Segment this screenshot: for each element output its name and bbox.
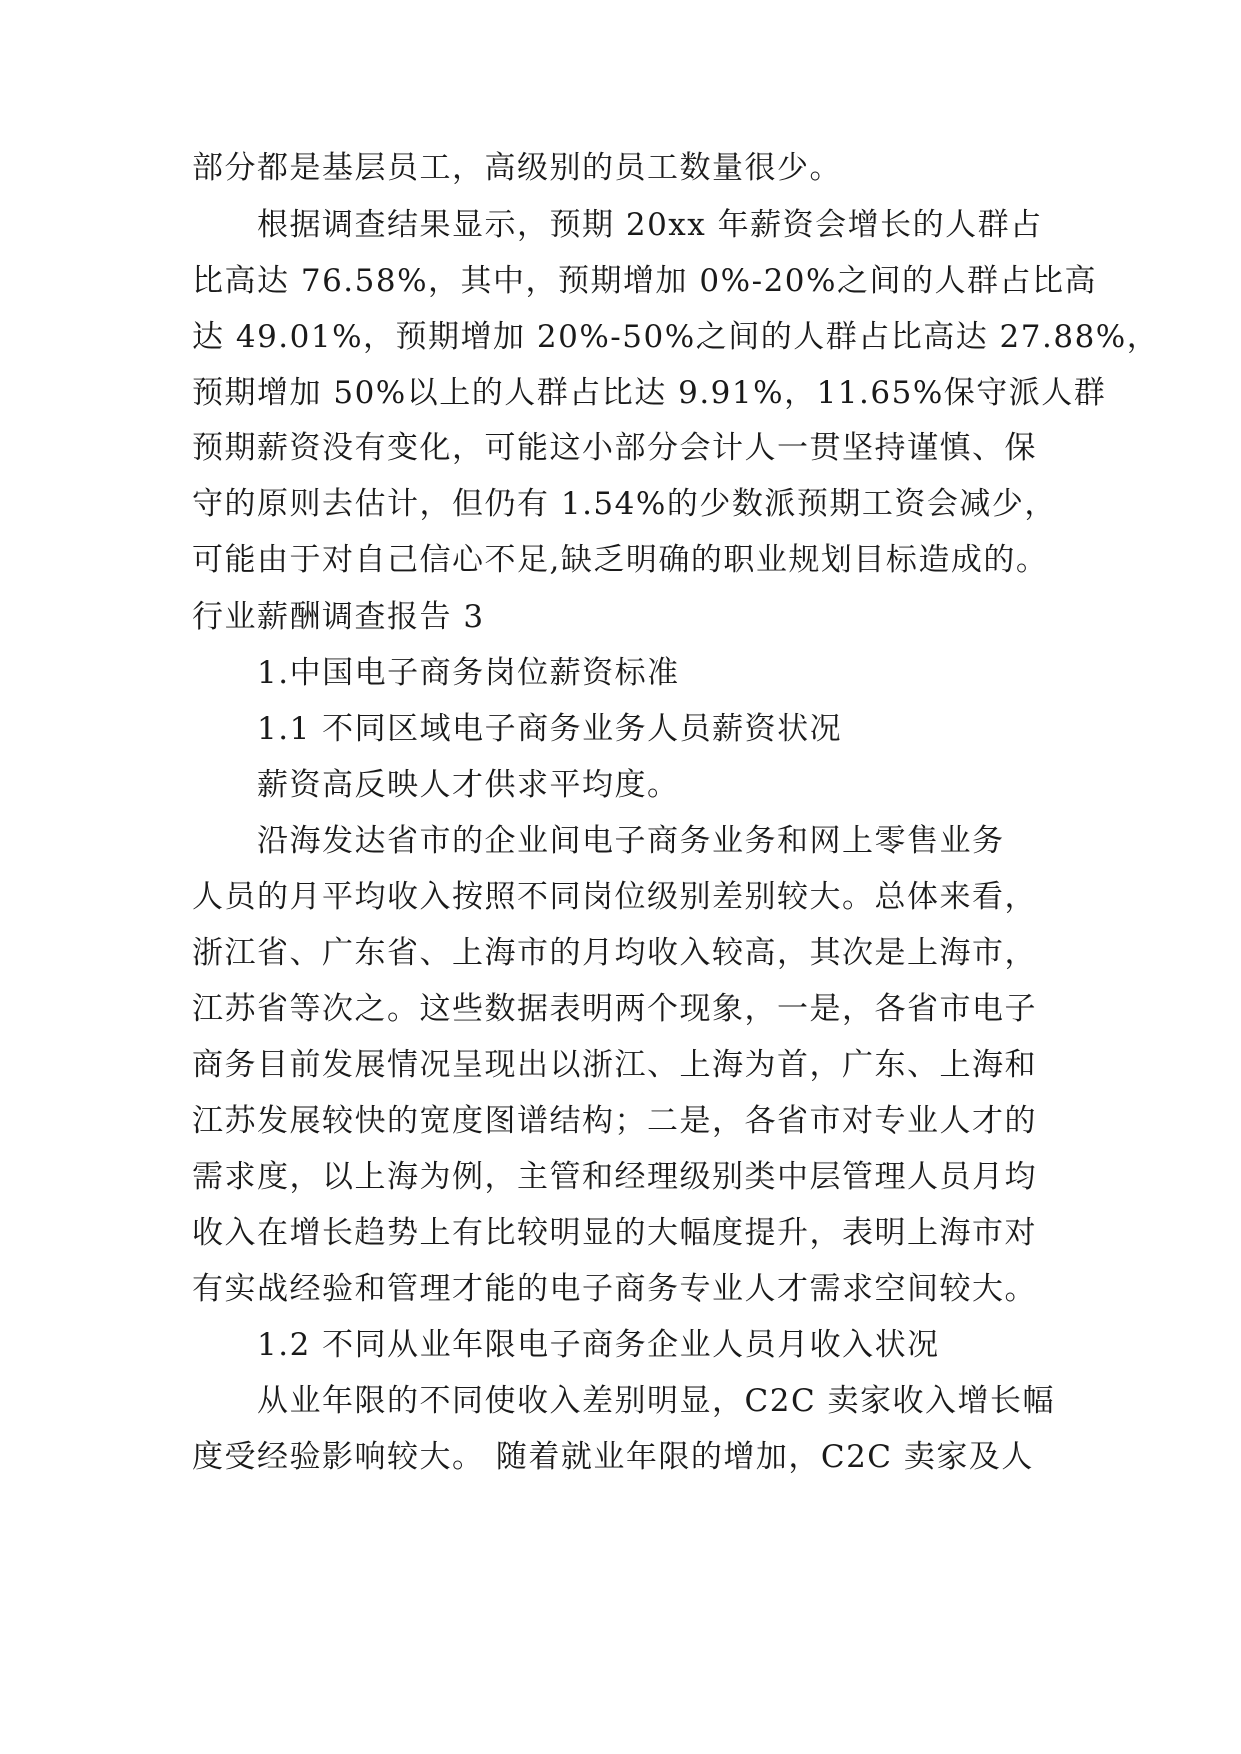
paragraph-line: 预期薪资没有变化，可能这小部分会计人一贯坚持谨慎、保 <box>192 430 1037 466</box>
paragraph-line: 江苏发展较快的宽度图谱结构；二是，各省市对专业人才的 <box>192 1103 1037 1139</box>
paragraph-line: 度受经验影响较大。 随着就业年限的增加，C2C 卖家及人 <box>192 1439 1034 1475</box>
paragraph-line: 需求度，以上海为例，主管和经理级别类中层管理人员月均 <box>192 1159 1037 1195</box>
paragraph-line: 部分都是基层员工，高级别的员工数量很少。 <box>192 150 842 186</box>
paragraph-line: 可能由于对自己信心不足,缺乏明确的职业规划目标造成的。 <box>192 542 1049 578</box>
paragraph-line: 守的原则去估计，但仍有 1.54%的少数派预期工资会减少， <box>192 486 1057 522</box>
paragraph-line: 沿海发达省市的企业间电子商务业务和网上零售业务 <box>257 823 1005 859</box>
subheading: 1.1 不同区域电子商务业务人员薪资状况 <box>257 711 843 747</box>
paragraph-line: 薪资高反映人才供求平均度。 <box>257 767 680 803</box>
paragraph-line: 商务目前发展情况呈现出以浙江、上海为首，广东、上海和 <box>192 1047 1037 1083</box>
paragraph-line: 人员的月平均收入按照不同岗位级别差别较大。总体来看， <box>192 879 1037 915</box>
paragraph-line: 浙江省、广东省、上海市的月均收入较高，其次是上海市， <box>192 935 1037 971</box>
section-heading: 行业薪酬调查报告 3 <box>192 599 485 635</box>
paragraph-line: 预期增加 50%以上的人群占比达 9.91%，11.65%保守派人群 <box>192 375 1107 411</box>
paragraph-line: 江苏省等次之。这些数据表明两个现象，一是，各省市电子 <box>192 991 1037 1027</box>
subheading: 1.2 不同从业年限电子商务企业人员月收入状况 <box>257 1327 940 1363</box>
paragraph-line: 有实战经验和管理才能的电子商务专业人才需求空间较大。 <box>192 1271 1037 1307</box>
paragraph-line: 达 49.01%，预期增加 20%-50%之间的人群占比高达 27.88%， <box>192 319 1160 355</box>
paragraph-line: 根据调查结果显示，预期 20xx 年薪资会增长的人群占 <box>257 207 1043 243</box>
paragraph-line: 收入在增长趋势上有比较明显的大幅度提升，表明上海市对 <box>192 1215 1037 1251</box>
paragraph-line: 比高达 76.58%，其中，预期增加 0%-20%之间的人群占比高 <box>192 263 1097 299</box>
subheading: 1.中国电子商务岗位薪资标准 <box>257 655 680 691</box>
paragraph-line: 从业年限的不同使收入差别明显，C2C 卖家收入增长幅 <box>257 1383 1056 1419</box>
